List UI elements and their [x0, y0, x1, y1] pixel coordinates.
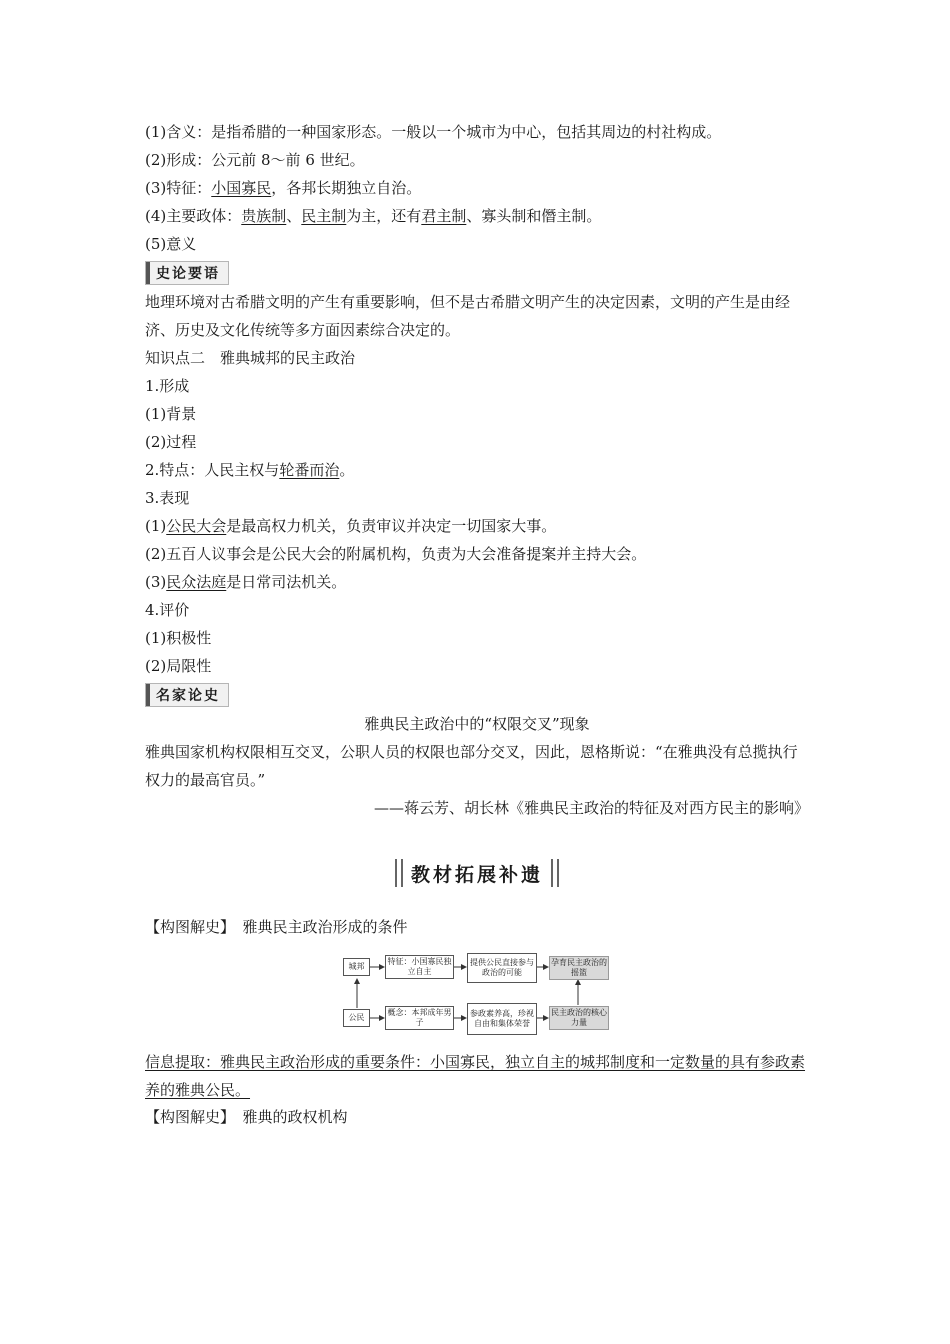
text-line: [145, 146, 809, 174]
list-item: (1)背景: [145, 405, 197, 423]
feature-suffix: 。: [339, 461, 355, 479]
list-item: [145, 568, 809, 596]
document-body: [145, 118, 809, 1126]
list-item: [145, 456, 809, 484]
banner-title: 教材拓展补遗: [410, 863, 543, 886]
underlined-term: 轮番而治: [279, 461, 340, 479]
polity-suffix: 、寡头制和僭主制。: [466, 207, 602, 225]
polity-prefix: (4)主要政体：: [145, 207, 242, 225]
banner-bar: [557, 859, 559, 887]
node-chengbang: 城邦: [343, 958, 370, 976]
feature-prefix: (3)特征：: [145, 179, 212, 197]
node-participation: 提供公民直接参与政治的可能: [467, 953, 537, 983]
list-item: [145, 512, 809, 540]
diagram-caption: 【构图解史】 雅典民主政治形成的条件: [145, 918, 408, 936]
tag-label: 名家论史: [156, 688, 220, 704]
feature-suffix: ，各邦长期独立自治。: [271, 179, 422, 197]
section-heading: 知识点二 雅典城邦的民主政治: [145, 349, 356, 367]
tag-label: 史论要语: [156, 266, 220, 282]
banner: [145, 858, 809, 888]
tag-bar: [146, 262, 150, 284]
banner-bar: [401, 859, 403, 887]
banner-box: [393, 859, 561, 887]
definition-line: (1)含义：是指希腊的一种国家形态。一般以一个城市为中心，包括其周边的村社构成。: [145, 123, 722, 141]
significance-line: (5)意义: [145, 235, 197, 253]
item-number: (1): [145, 517, 167, 535]
underlined-term: 民主制: [301, 207, 347, 225]
underlined-term: 民众法庭: [166, 573, 227, 591]
underlined-term: 贵族制: [241, 207, 287, 225]
quote-source: ——蒋云芳、胡长林《雅典民主政治的特征及对西方民主的影响》: [373, 799, 809, 817]
info-extraction: 信息提取：雅典民主政治形成的重要条件：小国寡民，独立自主的城邦制度和一定数量的具有参政素养的雅典公民。: [145, 1053, 806, 1099]
text-line: [145, 118, 809, 146]
node-gongmin: 公民: [343, 1009, 370, 1027]
feature-line: [145, 174, 809, 202]
tag-bar: [146, 684, 150, 706]
feature-prefix: 2.特点：人民主权与: [145, 461, 280, 479]
item-text: 是日常司法机关。: [226, 573, 347, 591]
list-item: 1.形成: [145, 377, 190, 395]
node-core-force: 民主政治的核心力量: [549, 1006, 609, 1030]
section-tag-shilun: [145, 261, 229, 285]
banner-bar: [395, 859, 397, 887]
list-item: 3.表现: [145, 489, 190, 507]
node-cradle: 孕育民主政治的摇篮: [549, 956, 609, 980]
item-text: 是最高权力机关，负责审议并决定一切国家大事。: [226, 517, 557, 535]
node-concept: 概念：本邦成年男子: [385, 1006, 454, 1030]
list-item: (1)积极性: [145, 629, 212, 647]
separator: 、: [286, 207, 302, 225]
polity-line: [145, 202, 809, 230]
banner-bar: [551, 859, 553, 887]
item-number: (3): [145, 573, 167, 591]
shilun-paragraph: 地理环境对古希腊文明的产生有重要影响，但不是古希腊文明产生的决定因素，文明的产生是由经济、历史及文化传统等多方面因素综合决定的。: [145, 293, 791, 339]
underlined-term: 君主制: [421, 207, 467, 225]
text-line: [145, 230, 809, 258]
list-item: (2)五百人议事会是公民大会的附属机构，负责为大会准备提案并主持大会。: [145, 545, 647, 563]
node-literacy: 参政素养高，珍视自由和集体荣誉: [467, 1003, 537, 1035]
list-item: 4.评价: [145, 601, 190, 619]
quote-body: 雅典国家机构权限相互交叉，公职人员的权限也部分交叉，因此，恩格斯说：“在雅典没有总揽执行权力的最高官员。”: [145, 743, 798, 789]
node-feature: 特征：小国寡民独立自主: [385, 955, 454, 979]
section-tag-mingjia: [145, 683, 229, 707]
formation-line: (2)形成：公元前 8～前 6 世纪。: [145, 151, 365, 169]
conditions-diagram: [343, 953, 613, 1039]
quote-title: 雅典民主政治中的“权限交叉”现象: [364, 715, 590, 733]
list-item: (2)局限性: [145, 657, 212, 675]
diagram-caption-2: 【构图解史】 雅典的政权机构: [145, 1108, 348, 1126]
polity-middle: 为主，还有: [346, 207, 422, 225]
underlined-term: 公民大会: [166, 517, 227, 535]
underlined-term: 小国寡民: [211, 179, 272, 197]
list-item: (2)过程: [145, 433, 197, 451]
